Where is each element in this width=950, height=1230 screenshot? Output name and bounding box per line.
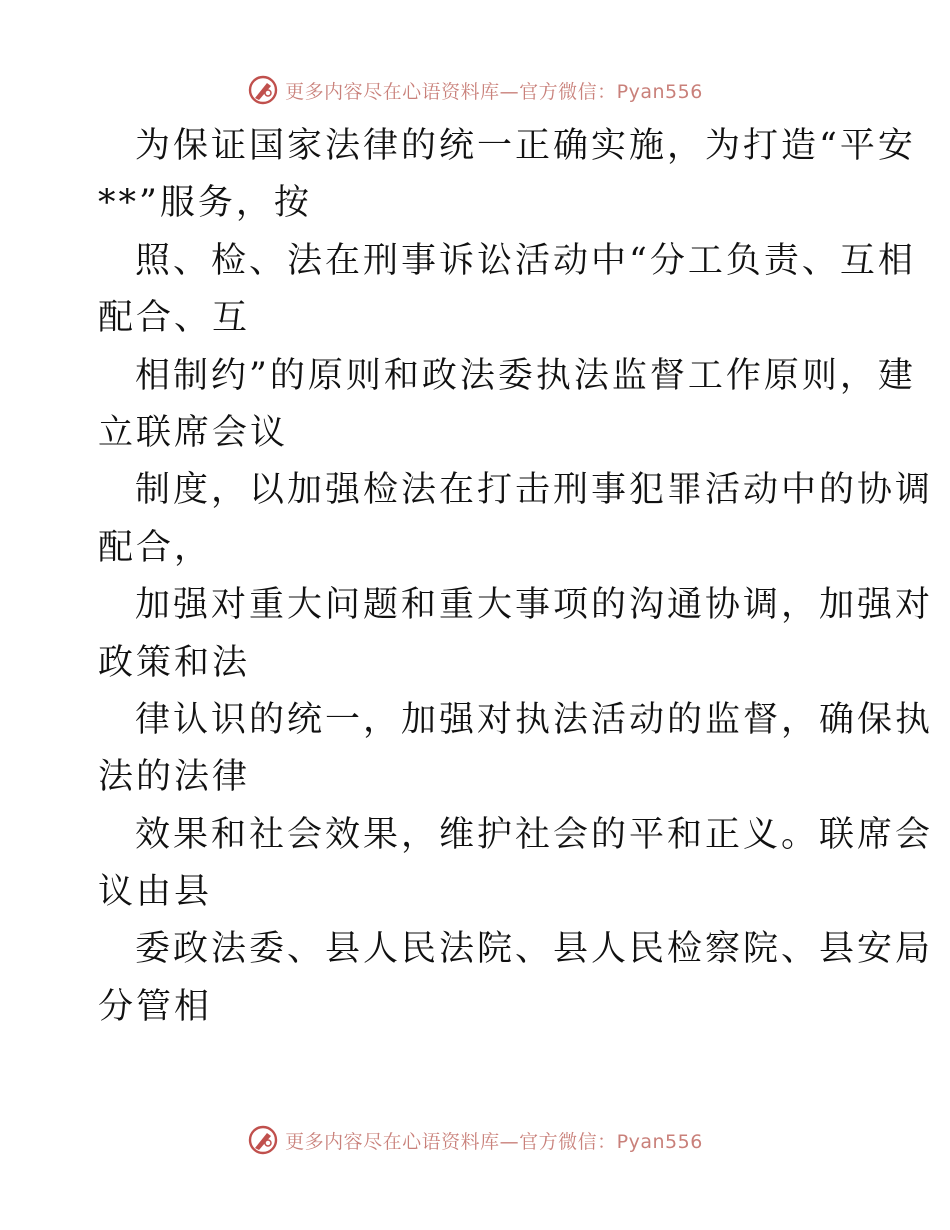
header-banner [0,70,950,110]
footer-banner [0,1120,950,1160]
paragraph-line: **”服务，按 [98,183,312,224]
paragraph-line: 配合， [98,527,213,568]
paragraph-line: 效果和社会效果，维护社会的平和正义。联席会 [135,814,934,855]
paragraph-line: 分管相 [98,986,213,1027]
paragraph-line: 加强对重大问题和重大事项的沟通协调，加强对 [135,585,934,626]
paragraph-line: 相制约”的原则和政法委执法监督工作原则，建 [135,355,916,396]
paragraph-line: 配合、互 [98,298,251,339]
pen-logo-icon [247,1124,279,1156]
footer-banner-text: 更多内容尽在心语资料库—官方微信：Pyan556 [285,1130,703,1153]
paragraph-line: 律认识的统一，加强对执法活动的监督，确保执 [135,699,934,740]
paragraph-line: 委政法委、县人民法院、县人民检察院、县安局 [135,929,934,970]
header-banner-text: 更多内容尽在心语资料库—官方微信：Pyan556 [285,80,703,103]
pen-logo-icon [247,74,279,106]
paragraph-line: 议由县 [98,872,213,913]
paragraph-line: 政策和法 [98,642,251,683]
paragraph-line: 法的法律 [98,757,251,798]
paragraph-line: 立联席会议 [98,412,289,453]
paragraph-line: 照、检、法在刑事诉讼活动中“分工负责、互相 [135,240,916,281]
paragraph-line: 制度，以加强检法在打击刑事犯罪活动中的协调 [135,470,934,511]
paragraph-line: 为保证国家法律的统一正确实施，为打造“平安 [135,126,916,166]
document-body [98,118,934,1036]
